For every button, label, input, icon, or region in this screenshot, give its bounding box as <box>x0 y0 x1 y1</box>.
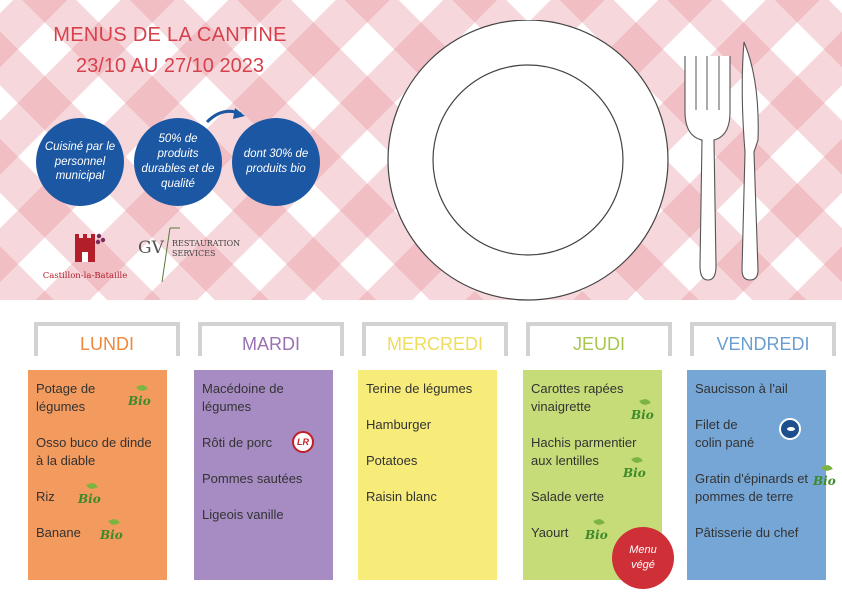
day-header-mercredi: MERCREDI <box>362 322 508 356</box>
menu-item: Hachis parmentier aux lentilles Bio <box>531 435 646 480</box>
day-header-vendredi: VENDREDI <box>690 322 836 356</box>
label-rouge-icon: LR <box>292 431 314 453</box>
date-range: 23/10 AU 27/10 2023 <box>76 55 264 77</box>
menu-box-vendredi <box>687 370 836 580</box>
castle-icon <box>63 228 107 264</box>
day-header-lundi: LUNDI <box>34 322 180 356</box>
bubble-cooked-by-staff: Cuisiné par le personnel municipal <box>36 118 124 206</box>
caterer-initials: GV <box>138 238 164 258</box>
caterer-name-line1: RESTAURATION <box>172 239 241 248</box>
bio-icon: Bio <box>631 406 654 424</box>
menu-item: Terine de légumes <box>366 381 473 396</box>
plate-illustration <box>386 20 686 320</box>
bubble-sustainable-products: 50% de produits durables et de qualité <box>134 118 222 206</box>
menu-item: Saucisson à l'ail <box>695 381 788 396</box>
bio-icon: Bio <box>623 464 646 482</box>
menu-item: Osso buco de dinde à la diable <box>36 435 152 468</box>
day-header-jeudi: JEUDI <box>526 322 672 356</box>
menu-item: Banane Bio <box>36 524 159 542</box>
menu-title <box>30 24 310 78</box>
menu-item: Pommes sautées <box>202 471 303 486</box>
menu-item: Salade verte <box>531 489 604 504</box>
bio-icon: Bio <box>78 490 101 508</box>
menu-item: Yaourt Bio <box>531 524 654 542</box>
menu-box-lundi <box>28 370 167 580</box>
msc-fish-icon <box>779 418 801 440</box>
menu-item: Potatoes <box>366 453 418 468</box>
day-header-mardi: MARDI <box>198 322 344 356</box>
menu-item: Ligeois vanille <box>202 507 284 522</box>
menu-item: Filet de colin pané <box>695 416 765 452</box>
caterer-name-line2: SERVICES <box>172 249 216 258</box>
town-name: Castillon-la-Bataille <box>42 271 128 281</box>
menu-item: Pâtisserie du chef <box>695 525 799 540</box>
menu-item: Potage de légumes Bio <box>36 381 151 414</box>
curved-arrow-icon <box>205 104 249 126</box>
menu-item: Macédoine de légumes <box>202 381 284 414</box>
menu-item: Riz Bio <box>36 488 159 506</box>
menu-box-mercredi <box>358 370 497 580</box>
menu-item: Raisin blanc <box>366 489 437 504</box>
castillon-logo <box>42 228 128 281</box>
bubble-organic-products: dont 30% de produits bio <box>232 118 320 206</box>
menu-box-mardi <box>194 370 333 580</box>
vegetarian-menu-badge: Menu végé <box>612 527 674 589</box>
menu-item: Hamburger <box>366 417 432 432</box>
menu-item: Gratin d'épinards et pommes de terre Bio <box>695 470 820 506</box>
menu-item: Rôti de porc LR <box>202 434 325 452</box>
bio-icon: Bio <box>100 526 123 544</box>
menu-item: Carottes rapées vinaigrette Bio <box>531 381 654 422</box>
page-title: MENUS DE LA CANTINE <box>53 24 287 46</box>
fork-knife-icon <box>680 40 780 290</box>
bio-icon: Bio <box>813 472 836 490</box>
bio-icon: Bio <box>128 392 151 410</box>
bio-icon: Bio <box>585 526 608 544</box>
caterer-logo <box>136 226 246 282</box>
